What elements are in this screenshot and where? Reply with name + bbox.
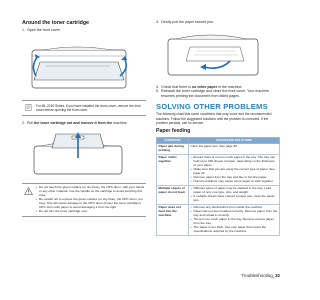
- step-text-pre: Pull: [27, 120, 34, 125]
- section-heading: SOLVING OTHER PROBLEMS: [156, 102, 268, 112]
- step-text: Gently pull the paper toward you.: [161, 20, 214, 24]
- solution-item: • Remove paper from the tray and flex or fan the paper.: [191, 176, 278, 180]
- condition-cell: Paper jam during printing.: [157, 143, 189, 154]
- step-1: [22, 28, 146, 33]
- note-icon: [25, 104, 32, 111]
- solution-item: • If multiple sheets have caused a paper jam, clear the paper jam.: [191, 195, 278, 203]
- solution-cell: [189, 143, 280, 154]
- step-number: 2.: [22, 120, 25, 125]
- solution-item: • Remove any obstructions from inside the machine.: [191, 206, 278, 210]
- step-text-bold: the toner cartridge out and remove it from the: [34, 120, 113, 125]
- header-solutions: SUGGESTED SOLUTIONS: [189, 137, 280, 143]
- subsection-heading: Paper feeding: [156, 127, 191, 134]
- header-condition: CONDITION: [157, 137, 189, 143]
- table-row: [157, 143, 280, 154]
- solution-item: • Humid conditions may cause some paper to stick together.: [191, 180, 278, 184]
- step-number: 4.: [156, 84, 159, 89]
- solution-cell: [189, 185, 280, 204]
- solution-item: • There is too much paper in the tray. Remove excess paper from the tray.: [191, 218, 278, 226]
- solution-item: • Ensure there is not too much paper in the tray. The tray can hold up to 150 sheets of paper, depending on the thickness of your paper.: [191, 156, 278, 168]
- step-text: Open the front cover.: [27, 28, 61, 32]
- solution-item: • Make sure that you are using the correct type of paper. See page 21.: [191, 168, 278, 176]
- troubleshooting-table: [156, 137, 280, 236]
- condition-cell: Paper does not feed into the machine.: [157, 204, 189, 235]
- caution-icon: [24, 187, 33, 195]
- right-column: [156, 20, 280, 236]
- step-text-post: machine.: [112, 120, 128, 125]
- caution-item: • Be careful not to expose the green surface (or sky blue), the OPC drum, too long. This will cause damage to the OPC drum.(Cover the toner cartridge's OPC drum with paper to avoid damaging it from the light.: [36, 198, 146, 210]
- table-row: [157, 155, 280, 186]
- caution-item: • Do not touch the green surface (or sky blue), the OPC drum, with your hands or any other material. Use the handle on the cartridge to avoid touching this area.: [36, 186, 146, 198]
- step-text-bold: no other paper: [191, 84, 218, 89]
- solution-item: • Different types of paper may be stacked in the tray. Load paper of only one type, size, and weight.: [191, 187, 278, 195]
- solution-item: • Paper has not been loaded correctly. Remove paper from the tray and reload it correctly.: [191, 210, 278, 218]
- page-footer: Troubleshooting_32: [241, 273, 280, 278]
- illustration-remove-cartridge: [26, 128, 146, 178]
- illustration-open-cover: [26, 36, 146, 94]
- note-box: [22, 100, 146, 116]
- step-3: [156, 20, 280, 25]
- section-title: Around the toner cartridge: [22, 20, 90, 26]
- illustration-pull-paper: [160, 27, 280, 81]
- step-2: [22, 121, 146, 126]
- caution-box: [22, 183, 146, 216]
- left-column: [22, 20, 146, 217]
- note-text: For ML-2240 Series, if you have installed the drum cover, remove the dust cover before opening the front cover.: [36, 103, 141, 112]
- step-5: [156, 89, 280, 98]
- step-text: Reinstall the toner cartridge and close the front cover. Your machine resumes printing the document from failed pages.: [161, 89, 269, 98]
- solution-cell: [189, 155, 280, 186]
- solution-item: • The paper is too thick. Use only paper that meets the specifications required by the machine.: [191, 226, 278, 234]
- table-row: [157, 185, 280, 204]
- solution-text: Clear the paper jam. See page 30.: [190, 144, 238, 149]
- caution-item: • Do not turn the toner cartridge over.: [36, 210, 146, 214]
- table-row: [157, 204, 280, 235]
- footer-section: Troubleshooting: [241, 273, 273, 278]
- step-text-post: in the machine.: [217, 84, 243, 89]
- condition-cell: Multiple sheets of paper do not feed.: [157, 185, 189, 204]
- step-number: 5.: [156, 89, 159, 94]
- step-number: 1.: [22, 28, 25, 32]
- caution-list: [36, 186, 146, 213]
- condition-cell: Paper sticks together.: [157, 155, 189, 186]
- page-number: 32: [275, 273, 280, 278]
- intro-paragraph: The following chart lists some conditions that may occur and the recommended solutions. Follow the suggested solutions until the problem is corrected. If the problem persists, call for service.: [156, 112, 272, 125]
- solution-cell: [189, 204, 280, 235]
- step-number: 3.: [156, 20, 159, 24]
- step-text-pre: Check that there is: [161, 84, 192, 89]
